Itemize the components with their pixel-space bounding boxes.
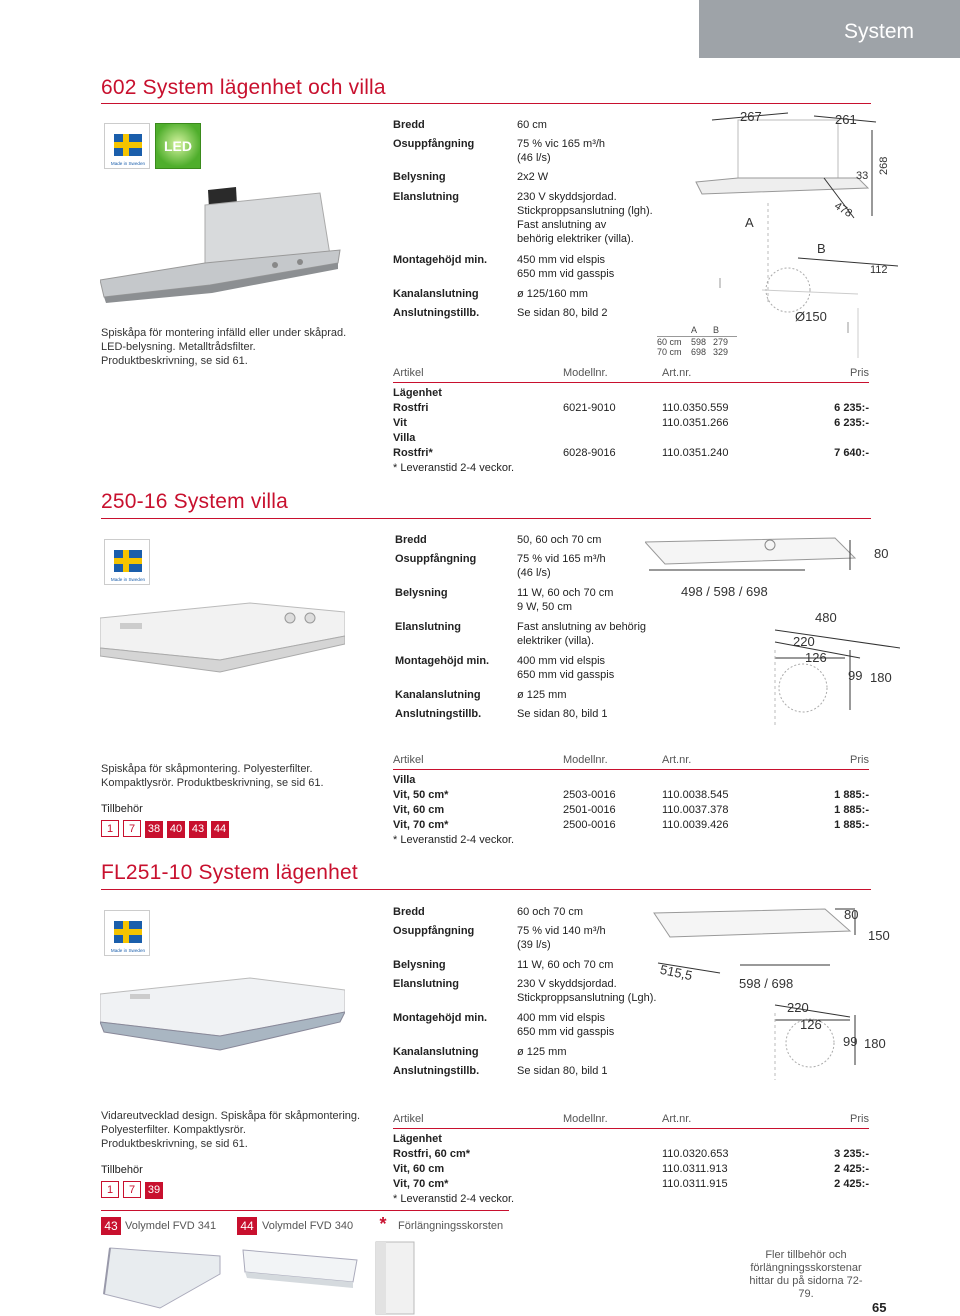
section-divider xyxy=(101,889,871,890)
specs-fl251-10: Bredd 60 och 70 cm Osuppfångning 75 % vid 140 m³/h (39 l/s) Belysning 11 W, 60 och 70 cm Elanslutning 230 V skyddsjordad. Stickproppsanslutning (Lgh). Montagehöjd min. 400 mm vid elspis 650 mm vid gasspis Kanalanslutning ø 125 mm Anslutningstillb. Se sidan 80, bild 1 xyxy=(393,906,657,1077)
accessory-chip[interactable]: 44 xyxy=(237,1217,257,1235)
table-row: Rostfri 6021-9010 110.0350.559 6 235:- xyxy=(393,402,869,414)
table-row: Vit, 70 cm* 110.0311.915 2 425:- xyxy=(393,1178,869,1190)
led-badge: LED xyxy=(155,123,201,169)
section-title-250-16: 250-16 System villa xyxy=(101,490,289,513)
accessories-label: Tillbehör xyxy=(101,803,143,815)
forlangningsskorsten-photo xyxy=(372,1238,422,1316)
chapter-tab xyxy=(699,0,960,58)
chapter-tab-label: System xyxy=(843,20,914,43)
table-row: Vit, 60 cm 110.0311.913 2 425:- xyxy=(393,1163,869,1175)
hood-fl251-10-photo xyxy=(100,972,345,1054)
table-note: * Leveranstid 2-4 veckor. xyxy=(393,462,515,474)
accessory-chip[interactable]: 40 xyxy=(167,821,185,838)
accessory-chip[interactable]: 1 xyxy=(101,820,119,837)
page-number: 65 xyxy=(872,1300,887,1315)
table-row: Lägenhet xyxy=(393,387,442,399)
svg-text:Made in Sweden: Made in Sweden xyxy=(110,948,146,953)
price-table-602: Artikel Modellnr. Art.nr. Pris Lägenhet Rostfri 6021-9010 110.0350.559 6 235:- Vit 110.0351.266 6 235:- Villa Rostfri* 6028-9016 110.0351.240 7 640:- * Leveranstid 2-4 veckor. xyxy=(393,367,869,474)
accessory-chips-250-16 xyxy=(101,820,233,838)
swedish-flag-icon xyxy=(105,911,151,957)
spec-anslutning-602: Anslutningstillb. Se sidan 80, bild 2 xyxy=(393,307,608,319)
volymdel-fvd341-photo xyxy=(100,1238,230,1314)
dimension-table-602: A B 60 cm 598 279 70 cm 698 329 xyxy=(657,325,737,358)
specs-250-16: Bredd 50, 60 och 70 cm Osuppfångning 75 % vid 165 m³/h (46 l/s) Belysning 11 W, 60 och 70 cm 9 W, 50 cm Elanslutning Fast anslutning av behörig elektriker (villa). Montagehöjd min. 400 mm vid elspis 650 mm vid gasspis Kanalanslutning ø 125 mm Anslutningstillb. Se sidan 80, bild 1 xyxy=(395,534,647,720)
footer-note: Fler tillbehör och förlängningsskorstenar hittar du på sidorna 72-79. xyxy=(749,1249,863,1300)
table-note: * Leveranstid 2-4 veckor. xyxy=(393,1193,515,1205)
accessories-label: Tillbehör xyxy=(101,1164,143,1176)
price-table-fl251-10: Artikel Modellnr. Art.nr. Pris Lägenhet Rostfri, 60 cm* 110.0320.653 3 235:- Vit, 60 cm 110.0311.913 2 425:- Vit, 70 cm* 110.0311.915 2 425:- * Leveranstid 2-4 veckor. xyxy=(393,1113,869,1205)
dimension-drawing-250-16 xyxy=(645,530,900,725)
svg-text:Made in Sweden: Made in Sweden xyxy=(110,577,146,582)
hood-250-16-photo xyxy=(100,598,345,676)
asterisk-icon: * xyxy=(379,1214,387,1234)
accessory-chip[interactable]: 43 xyxy=(101,1217,121,1235)
section-title-602: 602 System lägenhet och villa xyxy=(101,76,386,99)
swedish-flag-icon xyxy=(105,540,151,586)
table-row: Rostfri* 6028-9016 110.0351.240 7 640:- xyxy=(393,447,869,459)
table-row: Villa xyxy=(393,774,416,786)
accessory-chip[interactable]: 7 xyxy=(123,1181,141,1198)
accessory-chip[interactable]: 39 xyxy=(145,1182,163,1199)
accessory-chip[interactable]: 43 xyxy=(189,821,207,838)
table-note: * Leveranstid 2-4 veckor. xyxy=(393,834,515,846)
swedish-flag-icon xyxy=(105,124,151,170)
svg-text:Made in Sweden: Made in Sweden xyxy=(110,161,146,166)
accessory-chips-fl251-10 xyxy=(101,1181,167,1199)
description-250-16: Spiskåpa för skåpmontering. Polyesterfilter. Kompaktlysrör. Produktbeskrivning, se sid 61. xyxy=(101,763,324,789)
made-in-sweden-logo xyxy=(104,910,150,956)
description-602: Spiskåpa för montering infälld eller under skåprad. LED-belysning. Metalltrådsfilter. Produktbeskrivning, se sid 61. xyxy=(101,327,347,367)
made-in-sweden-logo xyxy=(104,123,150,169)
dimension-drawing-fl251-10 xyxy=(650,905,900,1080)
made-in-sweden-logo xyxy=(104,539,150,585)
volymdel-fvd340-photo xyxy=(237,1242,367,1302)
price-table-250-16: Artikel Modellnr. Art.nr. Pris Villa Vit, 50 cm* 2503-0016 110.0038.545 1 885:- Vit, 60 cm 2501-0016 110.0037.378 1 885:- Vit, 70 cm* 2500-0016 110.0039.426 1 885:- * Leveranstid 2-4 veckor. xyxy=(393,754,869,846)
section-divider xyxy=(101,103,871,104)
hood-602-photo xyxy=(100,185,345,310)
accessory-chip[interactable]: 44 xyxy=(211,821,229,838)
table-row: Vit, 50 cm* 2503-0016 110.0038.545 1 885:- xyxy=(393,789,869,801)
section-divider xyxy=(101,518,871,519)
section-title-fl251-10: FL251-10 System lägenhet xyxy=(101,861,358,884)
accessory-chip[interactable]: 1 xyxy=(101,1181,119,1198)
accessory-chip[interactable]: 38 xyxy=(145,821,163,838)
specs-602: Bredd 60 cm Osuppfångning 75 % vic 165 m³/h (46 l/s) Belysning 2x2 W Elanslutning 230 V skyddsjordad. Stickproppsanslutning (lgh). Fast anslutning av behörig elektriker (villa). Montagehöjd min. 450 mm vid elspis 650 mm vid gasspis Kanalanslutning ø 125/160 mm xyxy=(393,119,653,300)
table-row: Lägenhet xyxy=(393,1133,442,1145)
table-row: Vit, 60 cm 2501-0016 110.0037.378 1 885:- xyxy=(393,804,869,816)
table-row: Vit 110.0351.266 6 235:- xyxy=(393,417,869,429)
table-row: Rostfri, 60 cm* 110.0320.653 3 235:- xyxy=(393,1148,869,1160)
table-row: Villa xyxy=(393,432,416,444)
description-fl251-10: Vidareutvecklad design. Spiskåpa för skåpmontering. Polyesterfilter. Kompaktlysrör. Produktbeskrivning, se sid 61. xyxy=(101,1110,361,1150)
table-row: Vit, 70 cm* 2500-0016 110.0039.426 1 885:- xyxy=(393,819,869,831)
accessory-chip[interactable]: 7 xyxy=(123,820,141,837)
footer-divider xyxy=(101,1210,509,1211)
